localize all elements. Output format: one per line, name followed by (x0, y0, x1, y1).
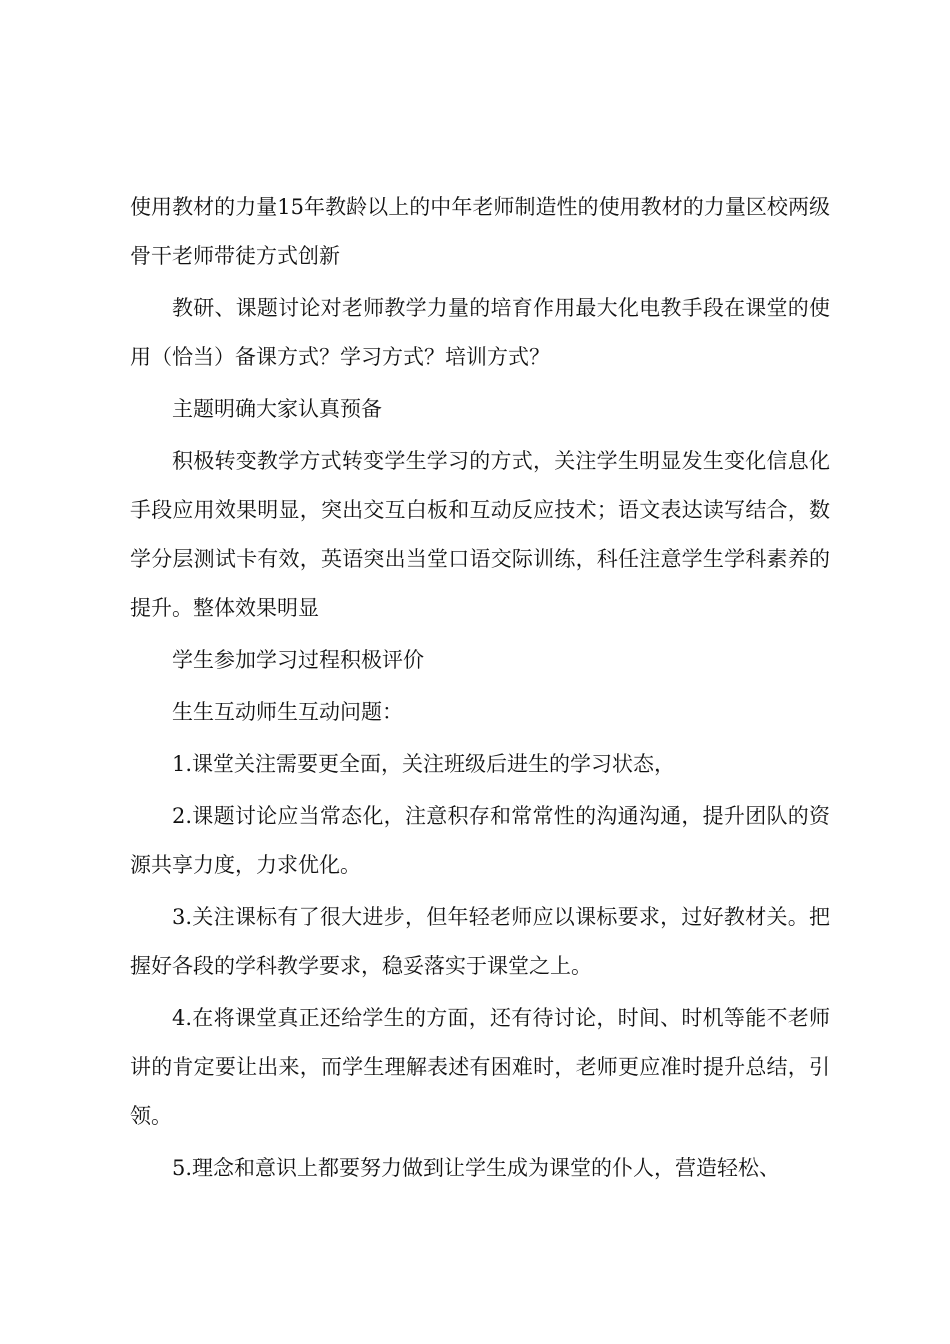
paragraph-5: 学生参加学习过程积极评价 (172, 648, 424, 672)
paragraph-3: 主题明确大家认真预备 (172, 397, 382, 421)
list-item-5: 5.理念和意识上都要努力做到让学生成为课堂的仆人，营造轻松、 (172, 1156, 781, 1180)
list-item-2: 2.课题讨论应当常态化，注意积存和常常性的沟通沟通，提升团队的资源共享力度，力求优化。 (130, 804, 830, 877)
list-item-3: 3.关注课标有了很大进步，但年轻老师应以课标要求，过好教材关。把握好各段的学科教学要求，稳妥落实于课堂之上。 (130, 905, 830, 978)
paragraph-6: 生生互动师生互动问题： (172, 700, 403, 724)
list-item-1: 1.课堂关注需要更全面，关注班级后进生的学习状态， (172, 752, 676, 776)
list-item-4: 4.在将课堂真正还给学生的方面，还有待讨论，时间、时机等能不老师讲的肯定要让出来，而学生理解表述有困难时，老师更应准时提升总结，引领。 (130, 1006, 830, 1128)
paragraph-4: 积极转变教学方式转变学生学习的方式，关注学生明显发生变化信息化手段应用效果明显，突出交互白板和互动反应技术；语文表达读写结合，数学分层测试卡有效，英语突出当堂口语交际训练，科任注意学生学科素养的提升。整体效果明显 (130, 449, 830, 620)
paragraph-2: 教研、课题讨论对老师教学力量的培育作用最大化电教手段在课堂的使用（恰当）备课方式？学习方式？培训方式？ (130, 296, 830, 369)
document-body (130, 183, 830, 1196)
paragraph-1: 使用教材的力量15年教龄以上的中年老师制造性的使用教材的力量区校两级骨干老师带徒方式创新 (130, 195, 830, 268)
